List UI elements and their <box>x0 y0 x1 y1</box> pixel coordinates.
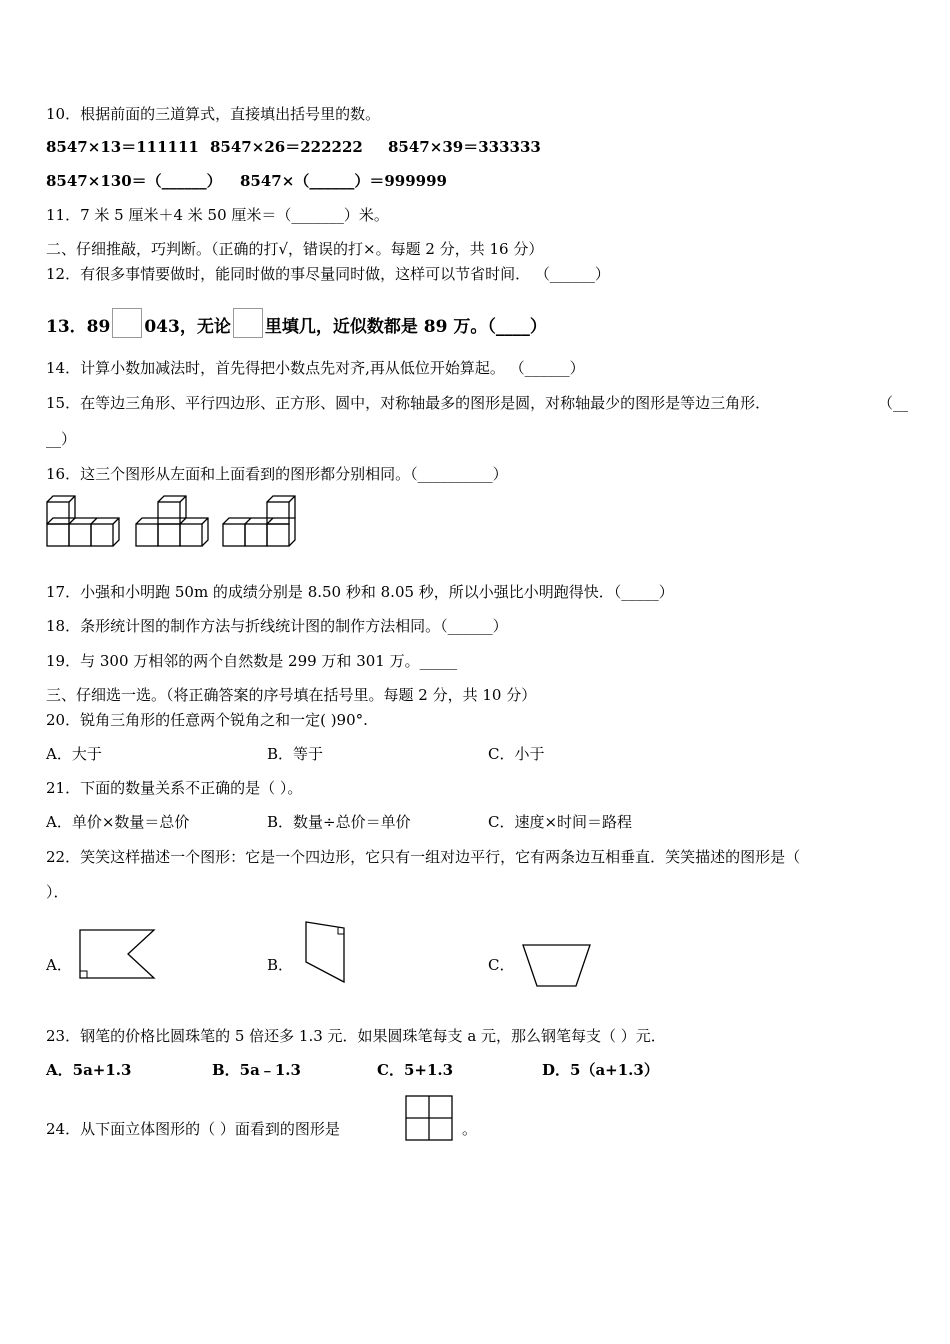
q18: 18．条形统计图的制作方法与折线统计图的制作方法相同。（______） <box>46 617 508 635</box>
q22-stem: 22．笑笑这样描述一个图形：它是一个四边形，它只有一组对边平行，它有两条边互相垂直．笑笑描述的图形是（ <box>46 848 801 866</box>
q13-blank-box-1 <box>112 308 142 338</box>
q23-option-a: A．5a+1.3 <box>46 1061 132 1079</box>
q23-stem: 23．钢笔的价格比圆珠笔的 5 倍还多 1.3 元．如果圆珠笔每支 a 元，那么钢笔每支（ ）元． <box>46 1027 666 1045</box>
q12: 12．有很多事情要做时，能同时做的事尽量同时做，这样可以节省时间． （______） <box>46 265 610 283</box>
section3-heading: 三、仔细选一选。（将正确答案的序号填在括号里。每题 2 分，共 10 分） <box>46 686 537 704</box>
q13-part1: 13．89 <box>46 317 111 337</box>
q13-part3: 里填几，近似数都是 89 万。（____） <box>264 317 547 337</box>
q23-option-b: B．5a﹣1.3 <box>212 1061 301 1079</box>
q15-line2: __） <box>46 430 77 448</box>
q22-shape-b-right-trapezoid <box>300 918 350 986</box>
q10-fill1: 8547×130＝（______） <box>46 172 222 190</box>
q13 <box>46 308 547 338</box>
q22-stem-end: ）． <box>46 883 69 901</box>
q16-cube-figures <box>44 494 304 552</box>
q21-option-a: A．单价×数量＝总价 <box>46 813 190 831</box>
q20-option-a: A．大于 <box>46 745 102 763</box>
q14: 14．计算小数加减法时，首先得把小数点先对齐,再从低位开始算起。 （______） <box>46 359 585 377</box>
q16: 16．这三个图形从左面和上面看到的图形都分别相同。（__________） <box>46 465 508 483</box>
q10-eq2: 8547×26＝222222 <box>210 138 363 156</box>
q22-option-a: A． <box>46 956 72 974</box>
q23-option-c: C．5+1.3 <box>377 1061 454 1079</box>
q13-blank-box-2 <box>233 308 263 338</box>
q15-blank-start: （__ <box>878 394 909 412</box>
q15-line1: 15．在等边三角形、平行四边形、正方形、圆中，对称轴最多的图形是圆，对称轴最少的图形是等边三角形． <box>46 394 771 412</box>
q10-eq3: 8547×39＝333333 <box>388 138 541 156</box>
q20-stem: 20．锐角三角形的任意两个锐角之和一定( )90°. <box>46 711 368 729</box>
q24-end: 。 <box>462 1120 478 1138</box>
q23-option-d: D．5（a+1.3） <box>542 1061 659 1079</box>
q21-option-b: B．数量÷总价＝单价 <box>267 813 411 831</box>
q22-option-b: B． <box>267 956 294 974</box>
q19: 19．与 300 万相邻的两个自然数是 299 万和 301 万。_____ <box>46 652 458 670</box>
q10-fill2: 8547×（______）＝999999 <box>240 172 447 190</box>
q20-option-c: C．小于 <box>488 745 545 763</box>
q10-stem: 10．根据前面的三道算式，直接填出括号里的数。 <box>46 105 381 123</box>
q22-shape-c-isosceles-trapezoid <box>520 942 594 990</box>
q13-part2: 043，无论 <box>144 317 231 337</box>
q22-option-c: C． <box>488 956 515 974</box>
q21-option-c: C．速度×时间＝路程 <box>488 813 633 831</box>
q17: 17．小强和小明跑 50m 的成绩分别是 8.50 秒和 8.05 秒，所以小强比小明跑得快．（_____） <box>46 583 674 601</box>
q24-square-grid-view <box>404 1094 454 1142</box>
q11: 11．7 米 5 厘米＋4 米 50 厘米＝（_______）米。 <box>46 206 389 224</box>
q10-eq1: 8547×13＝111111 <box>46 138 199 156</box>
q20-option-b: B．等于 <box>267 745 324 763</box>
q21-stem: 21．下面的数量关系不正确的是（ ）。 <box>46 779 303 797</box>
q22-shape-a-right-angle-pentagon <box>76 926 160 982</box>
section2-heading: 二、仔细推敲，巧判断。（正确的打√，错误的打×。每题 2 分，共 16 分） <box>46 240 544 258</box>
q24-stem: 24．从下面立体图形的（ ）面看到的图形是 <box>46 1120 340 1138</box>
